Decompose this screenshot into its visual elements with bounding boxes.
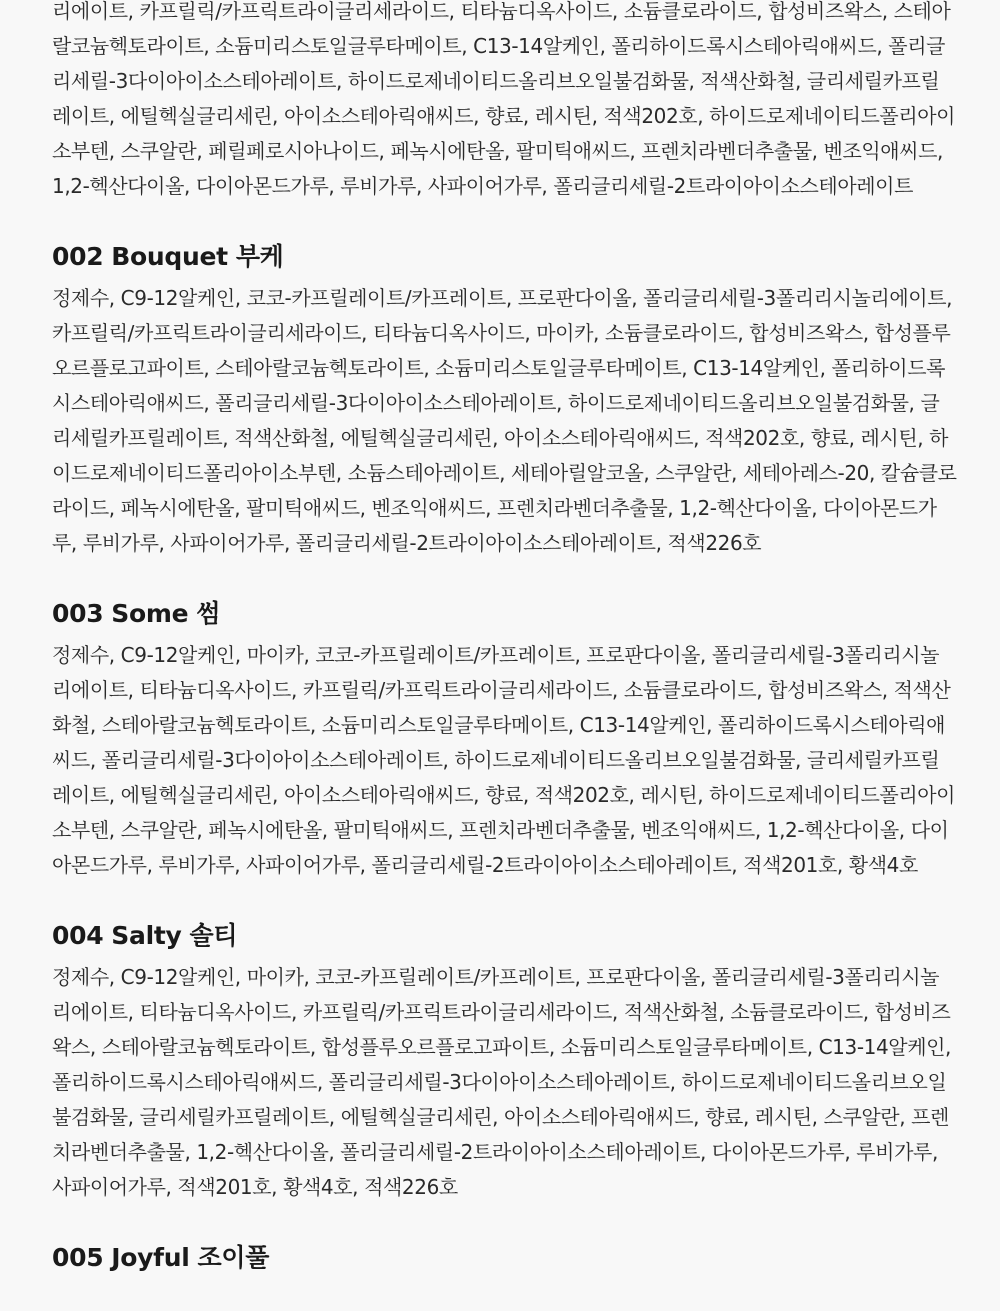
product-name-en: Joyful (111, 1243, 190, 1272)
ingredient-entry (52, 1241, 958, 1275)
ingredient-entry (52, 919, 958, 1205)
ingredient-entry (52, 0, 958, 204)
product-name-en: Bouquet (111, 242, 228, 271)
ingredient-text: 정제수, C9-12알케인, 코코-카프릴레이트/카프레이트, 프로판다이올, 폴리글리세릴-3폴리리시놀리에이트, 카프릴릭/카프릭트라이글리세라이드, 티타늄디옥사이드, 마이카, 소듐클로라이드, 합성비즈왁스, 합성플루오르플로고파이트, 스테아랄코늄헥토라이트, 소듐미리스토일글루타메이트, C13-14알케인, 폴리하이드록시스테아릭애씨드, 폴리글리세릴-3다이아이소스테아레이트, 하이드로제네이티드올리브오일불검화물, 글리세릴카프릴레이트, 적색산화철, 에틸헥실글리세린, 아이소스테아릭애씨드, 적색202호, 향료, 레시틴, 하이드로제네이티드폴리아이소부텐, 소듐스테아레이트, 세테아릴알코올, 스쿠알란, 세테아레스-20, 칼슘클로라이드, 페녹시에탄올, 팔미틱애씨드, 벤조익애씨드, 프렌치라벤더추출물, 1,2-헥산다이올, 다이아몬드가루, 루비가루, 사파이어가루, 폴리글리세릴-2트라이아이소스테아레이트, 적색226호 (52, 286, 957, 555)
product-heading (52, 240, 958, 274)
product-heading (52, 1241, 958, 1275)
ingredient-entry (52, 240, 958, 561)
ingredient-list (52, 0, 958, 1311)
product-name-ko: 썸 (196, 599, 221, 628)
ingredient-text: 정제수, C9-12알케인, 마이카, 코코-카프릴레이트/카프레이트, 프로판다이올, 폴리글리세릴-3폴리리시놀리에이트, 티타늄디옥사이드, 카프릴릭/카프릭트라이글리세라이드, 소듐클로라이드, 합성비즈왁스, 적색산화철, 스테아랄코늄헥토라이트, 소듐미리스토일글루타메이트, C13-14알케인, 폴리하이드록시스테아릭애씨드, 폴리글리세릴-3다이아이소스테아레이트, 하이드로제네이티드올리브오일불검화물, 글리세릴카프릴레이트, 에틸헥실글리세린, 아이소스테아릭애씨드, 향료, 적색202호, 레시틴, 하이드로제네이티드폴리아이소부텐, 스쿠알란, 페녹시에탄올, 팔미틱애씨드, 프렌치라벤더추출물, 벤조익애씨드, 1,2-헥산다이올, 다이아몬드가루, 루비가루, 사파이어가루, 폴리글리세릴-2트라이아이소스테아레이트, 적색201호, 황색4호 (52, 643, 956, 877)
product-code: 002 (52, 242, 104, 271)
product-heading (52, 919, 958, 953)
product-name-en: Some (111, 599, 189, 628)
product-name-ko: 부케 (235, 242, 284, 271)
ingredient-text: 정제수, C9-12알케인, 마이카, 코코-카프릴레이트/카프레이트, 프로판다이올, 폴리글리세릴-3폴리리시놀리에이트, 티타늄디옥사이드, 카프릴릭/카프릭트라이글리세라이드, 적색산화철, 소듐클로라이드, 합성비즈왁스, 스테아랄코늄헥토라이트, 합성플루오르플로고파이트, 소듐미리스토일글루타메이트, C13-14알케인, 폴리하이드록시스테아릭애씨드, 폴리글리세릴-3다이아이소스테아레이트, 하이드로제네이티드올리브오일불검화물, 글리세릴카프릴레이트, 에틸헥실글리세린, 아이소스테아릭애씨드, 향료, 레시틴, 스쿠알란, 프렌치라벤더추출물, 1,2-헥산다이올, 폴리글리세릴-2트라이아이소스테아레이트, 다이아몬드가루, 루비가루, 사파이어가루, 적색201호, 황색4호, 적색226호 (52, 965, 952, 1199)
product-code: 003 (52, 599, 104, 628)
product-code: 004 (52, 921, 104, 950)
product-heading (52, 597, 958, 631)
product-name-ko: 조이풀 (197, 1243, 270, 1272)
ingredient-text: 리에이트, 카프릴릭/카프릭트라이글리세라이드, 티타늄디옥사이드, 소듐클로라이드, 합성비즈왁스, 스테아랄코늄헥토라이트, 소듐미리스토일글루타메이트, C13-14알케인, 폴리하이드록시스테아릭애씨드, 폴리글리세릴-3다이아이소스테아레이트, 하이드로제네이티드올리브오일불검화물, 적색산화철, 글리세릴카프릴레이트, 에틸헥실글리세린, 아이소스테아릭애씨드, 향료, 레시틴, 적색202호, 하이드로제네이티드폴리아이소부텐, 스쿠알란, 페릴페로시아나이드, 페녹시에탄올, 팔미틱애씨드, 프렌치라벤더추출물, 벤조익애씨드, 1,2-헥산다이올, 다이아몬드가루, 루비가루, 사파이어가루, 폴리글리세릴-2트라이아이소스테아레이트 (52, 0, 956, 198)
product-name-ko: 솔티 (189, 921, 238, 950)
ingredient-entry (52, 597, 958, 883)
product-code: 005 (52, 1243, 104, 1272)
product-name-en: Salty (111, 921, 182, 950)
